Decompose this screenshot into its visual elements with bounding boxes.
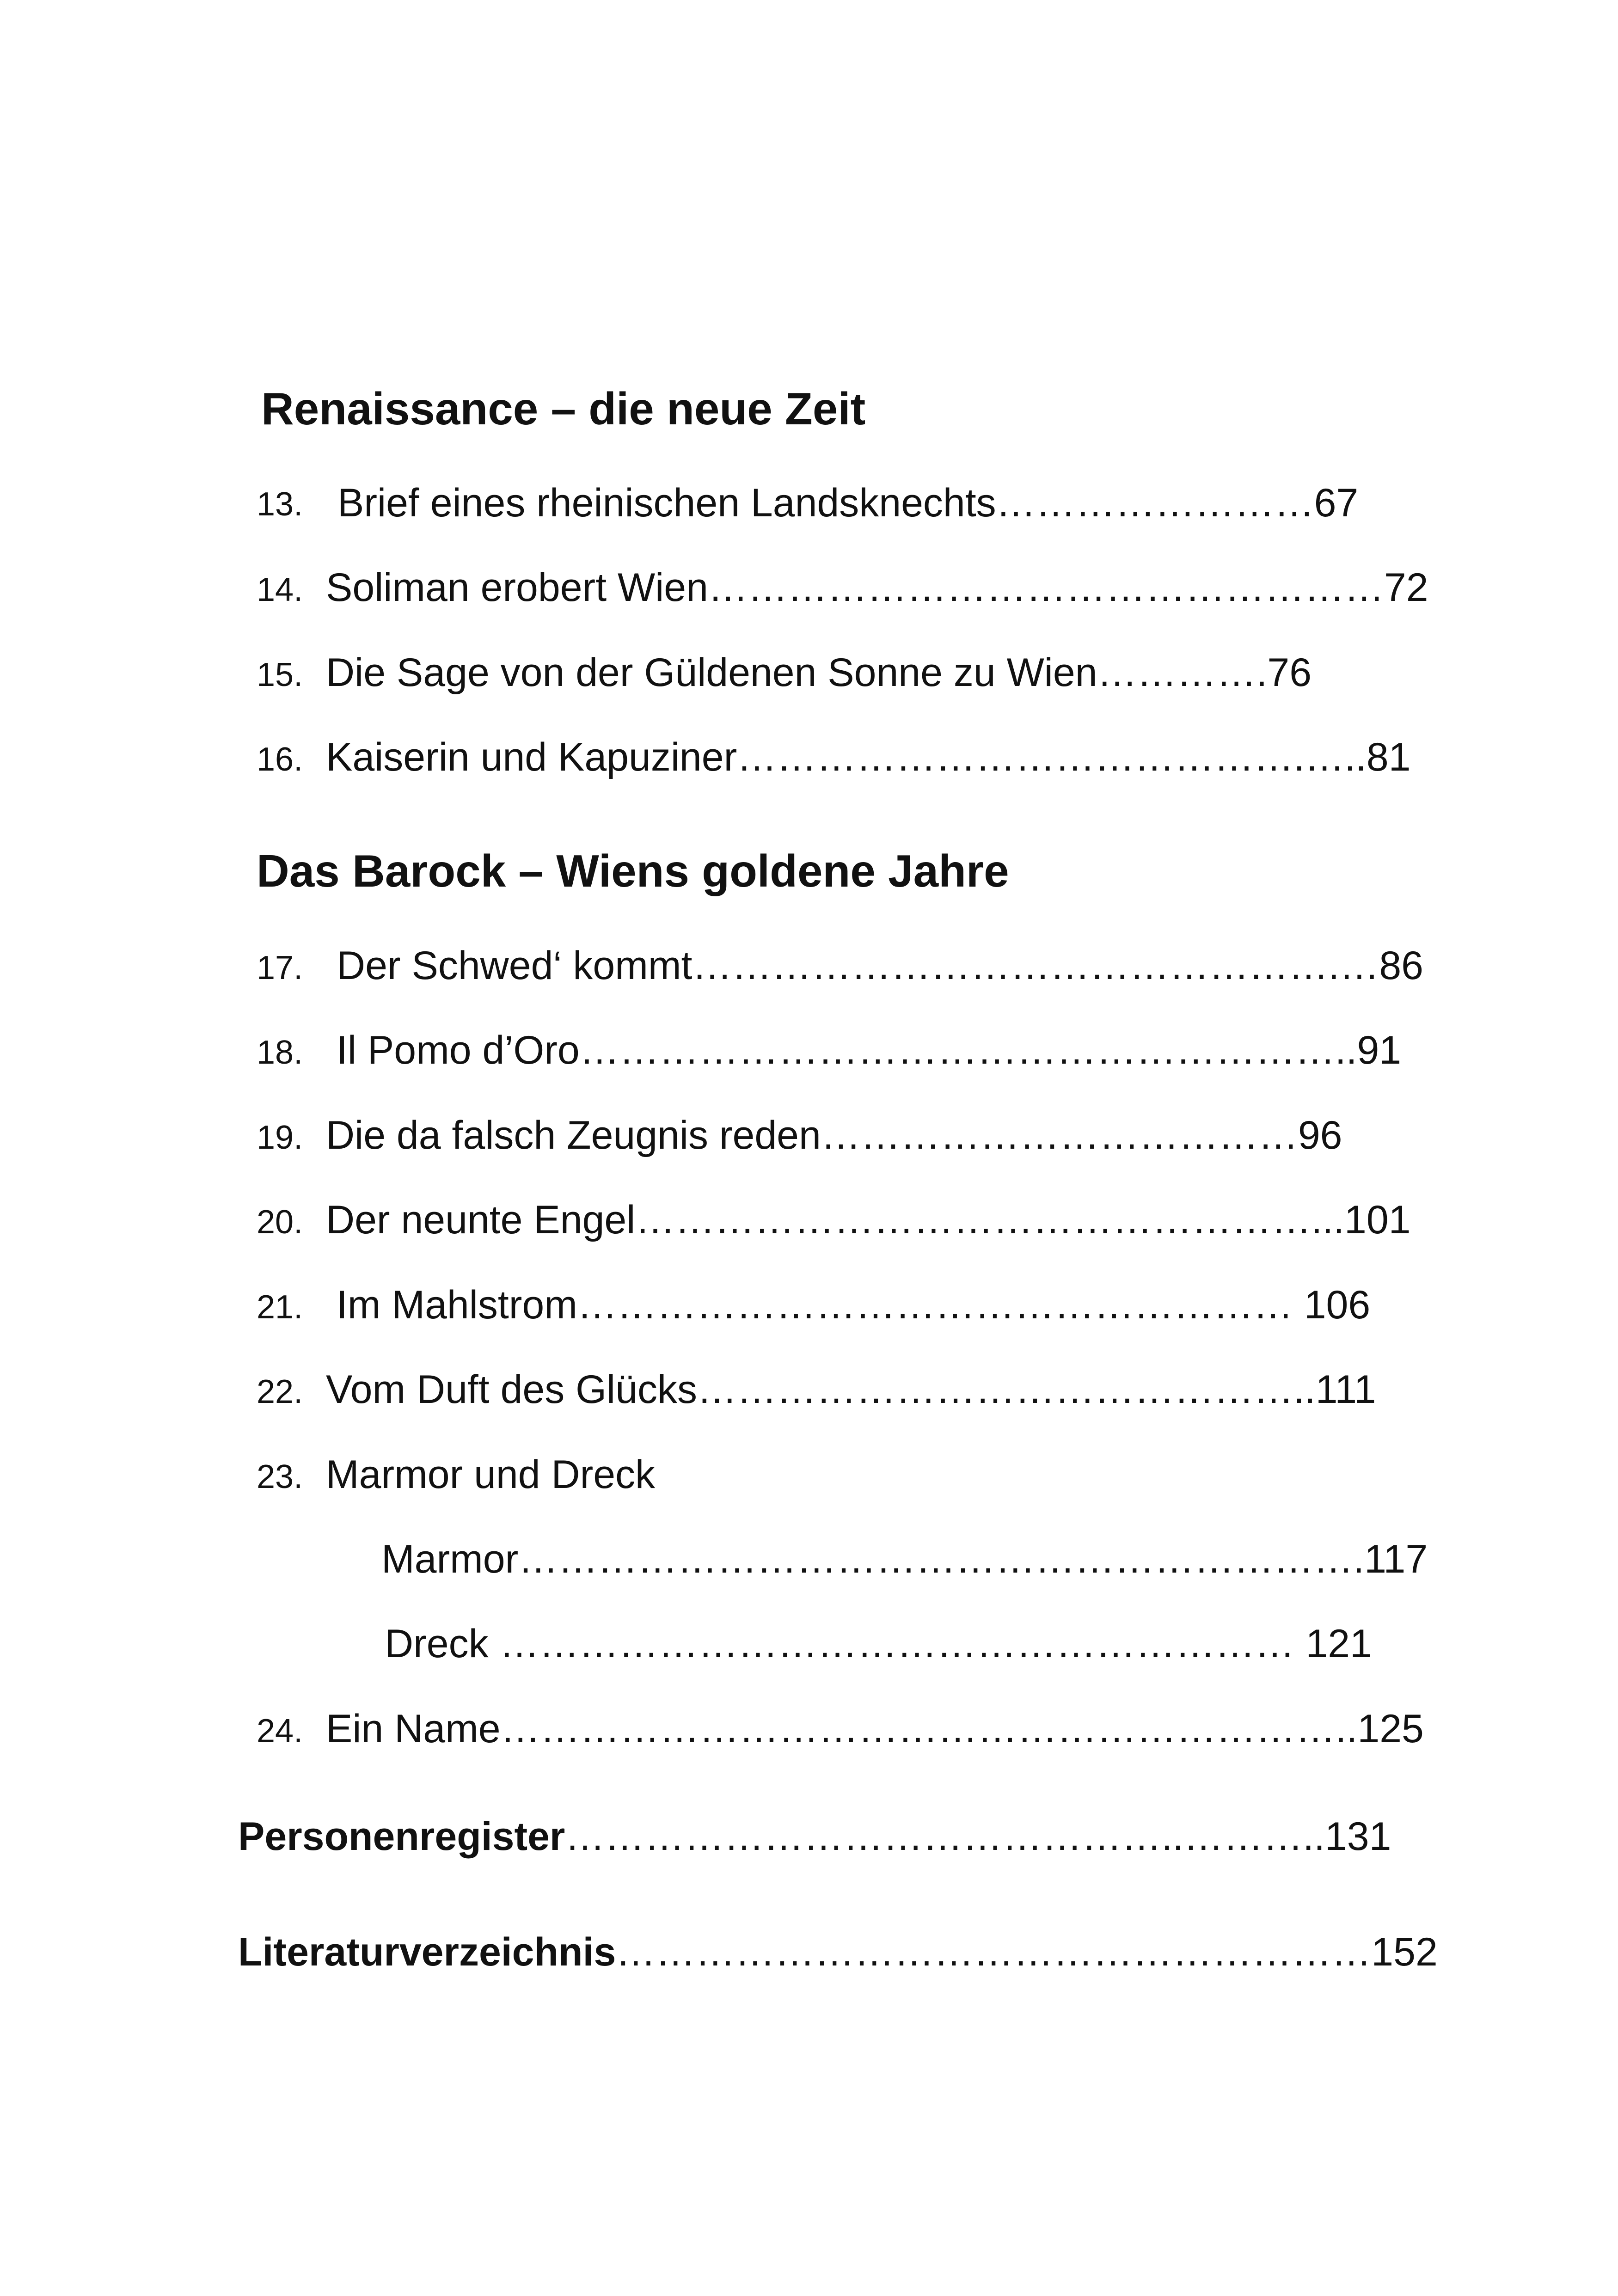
- toc-entry: Der neunte Engel……………………………………………...101: [326, 1198, 1411, 1242]
- entry-number: 13.: [257, 486, 303, 523]
- toc-entry: Der Schwed‘ kommt………………………………………….…86: [337, 943, 1423, 988]
- toc-entry: Kaiserin und Kapuziner…………………………………….…..81: [326, 735, 1411, 779]
- appendix-leader: …………………………………………………152: [616, 1930, 1438, 1974]
- entry-number: 16.: [257, 741, 303, 778]
- appendix-label: Literaturverzeichnis: [238, 1930, 616, 1974]
- toc-appendix-personenregister: [238, 1814, 1391, 1859]
- entry-number: 17.: [257, 949, 303, 986]
- toc-entry: Die Sage von der Güldenen Sonne zu Wien………….76: [326, 650, 1312, 695]
- entry-number: 23.: [257, 1458, 303, 1495]
- toc-entry: Brief eines rheinischen Landsknechts……………………67: [337, 481, 1359, 525]
- toc-entry: Il Pomo d’Oro…………………………………………………..91: [337, 1028, 1402, 1072]
- entry-number: 22.: [257, 1373, 303, 1410]
- entry-number: 14.: [257, 571, 303, 608]
- entry-number: 21.: [257, 1289, 303, 1326]
- entry-number: 19.: [257, 1119, 303, 1156]
- toc-appendix-literaturverzeichnis: [238, 1932, 1438, 1972]
- toc-entry: Ein Name………………………………………………………..125: [326, 1707, 1424, 1751]
- toc-subentry: Dreck …………………………………………………… 121: [385, 1622, 1372, 1666]
- section-heading-barock: Das Barock – Wiens goldene Jahre: [257, 845, 1009, 896]
- toc-subentry: Marmor……………………………………………………….117: [381, 1537, 1428, 1581]
- toc-entry: Marmor und Dreck: [326, 1452, 656, 1497]
- entry-number: 24.: [257, 1713, 303, 1750]
- toc-entry: Die da falsch Zeugnis reden………………………………96: [326, 1113, 1342, 1157]
- section-heading-renaissance: Renaissance – die neue Zeit: [261, 383, 866, 434]
- toc-entry: Vom Duft des Glücks………………………………………..111: [326, 1367, 1376, 1412]
- entry-number: 18.: [257, 1034, 303, 1071]
- entry-number: 20.: [257, 1204, 303, 1241]
- appendix-label: Personenregister: [238, 1814, 565, 1859]
- entry-number: 15.: [257, 656, 303, 693]
- toc-entry: Soliman erobert Wien……………………………………………72: [326, 565, 1428, 610]
- toc-entry: Im Mahlstrom……………………………………………… 106: [337, 1283, 1371, 1327]
- appendix-leader: ………………………………………..………..131: [565, 1814, 1391, 1859]
